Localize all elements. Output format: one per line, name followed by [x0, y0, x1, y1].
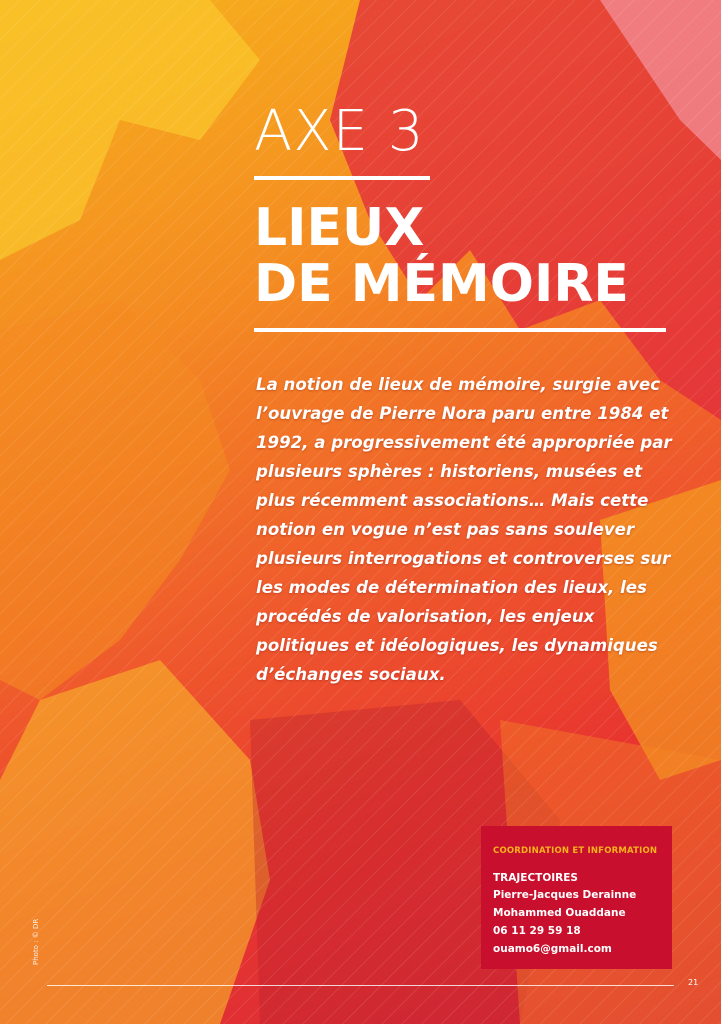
contact-phone: 06 11 29 59 18 — [493, 925, 581, 937]
contact-email: ouamo6@gmail.com — [493, 943, 612, 955]
title-underline — [254, 176, 430, 180]
page-title — [254, 200, 629, 312]
page-title-line-1: LIEUX — [254, 198, 425, 258]
page-number: 21 — [688, 978, 699, 987]
title-underline-long — [254, 328, 666, 332]
contact-name-1: Pierre-Jacques Derainne — [493, 889, 637, 901]
contact-name-2: Mohammed Ouaddane — [493, 907, 626, 919]
contact-lines — [493, 886, 660, 958]
intro-paragraph: La notion de lieux de mémoire, surgie avec l’ouvrage de Pierre Nora paru entre 1984 et 1992, a progressivement été appropriée par plusieurs sphères : historiens, musées et plus récemment associations… Mais cette notion en vogue n’est pas sans soulever plusieurs interrogations et controverses sur les modes de détermination des lieux, les procédés de valorisation, les enjeux politiques et idéologiques, les dynamiques d’échanges sociaux. — [256, 375, 672, 684]
contact-box — [481, 826, 672, 969]
footer-rule — [47, 985, 674, 986]
contact-heading: COORDINATION ET INFORMATION — [493, 846, 658, 856]
page-title-line-2: DE MÉMOIRE — [254, 254, 629, 314]
axis-number-title: AXE 3 — [254, 99, 425, 164]
photo-credit: Photo : © DR — [32, 918, 40, 965]
contact-organization: TRAJECTOIRES — [493, 872, 578, 884]
